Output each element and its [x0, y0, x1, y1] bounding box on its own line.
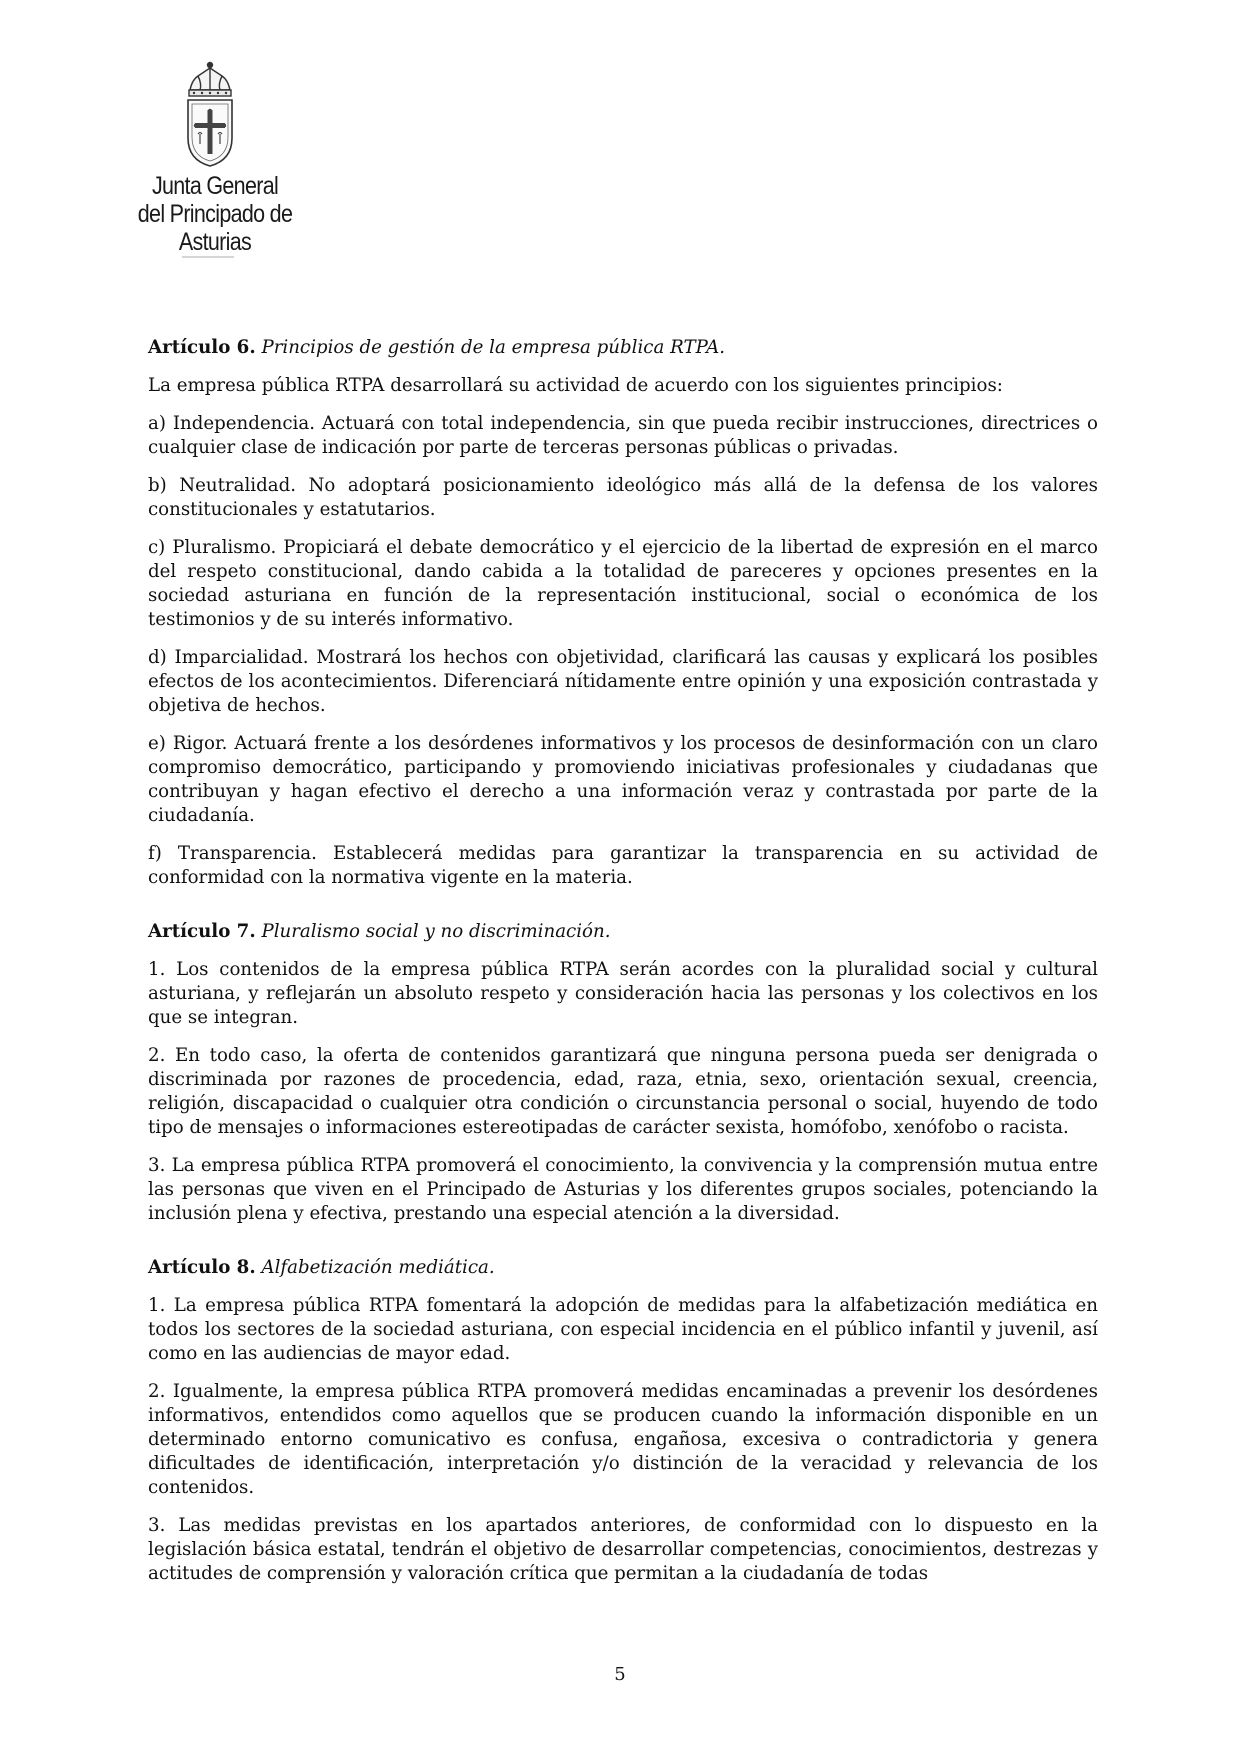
paragraph: 3. La empresa pública RTPA promoverá el conocimiento, la convivencia y la comprensión mutua entre las personas que viven en el Principado de Asturias y los diferentes grupos sociales, potenciando la inclusión plena y efectiva, prestando una especial atención a la diversidad. [148, 1155, 1098, 1224]
article-number: Artículo 8. [148, 1257, 256, 1278]
header-divider [182, 256, 234, 258]
article-spacer [148, 904, 1098, 920]
article-6 [148, 336, 1098, 890]
article-heading [148, 920, 1098, 944]
article-8 [148, 1256, 1098, 1586]
article-heading [148, 1256, 1098, 1280]
paragraph: 2. Igualmente, la empresa pública RTPA promoverá medidas encaminadas a prevenir los desórdenes informativos, entendidos como aquellos que se producen cuando la información disponible en un determinado entorno comunicativo es confusa, engañosa, excesiva o contradictoria y genera dificultades de identificación, interpretación y/o distinción de la veracidad y relevancia de los contenidos. [148, 1381, 1098, 1498]
paragraph: 1. La empresa pública RTPA fomentará la adopción de medidas para la alfabetización mediática en todos los sectores de la sociedad asturiana, con especial incidencia en el público infantil y juvenil, así como en las audiencias de mayor edad. [148, 1295, 1098, 1364]
paragraph: d) Imparcialidad. Mostrará los hechos con objetividad, clarificará las causas y explicará los posibles efectos de los acontecimientos. Diferenciará nítidamente entre opinión y una exposición contrastada y objetiva de hechos. [148, 647, 1098, 716]
paragraph: a) Independencia. Actuará con total independencia, sin que pueda recibir instrucciones, directrices o cualquier clase de indicación por parte de terceras personas públicas o privadas. [148, 413, 1098, 458]
institution-name-line2: del Principado de Asturias [137, 200, 293, 256]
institution-name-line1: Junta General [151, 172, 279, 200]
article-7 [148, 920, 1098, 1226]
paragraph: La empresa pública RTPA desarrollará su actividad de acuerdo con los siguientes principios: [148, 375, 1003, 396]
article-title: Alfabetización mediática. [261, 1257, 495, 1278]
asturias-crest-icon [180, 60, 240, 168]
article-number: Artículo 7. [148, 921, 256, 942]
article-number: Artículo 6. [148, 337, 256, 358]
paragraph: f) Transparencia. Establecerá medidas para garantizar la transparencia en su actividad de conformidad con la normativa vigente en la materia. [148, 843, 1098, 888]
page-header [85, 60, 345, 260]
paragraph: 2. En todo caso, la oferta de contenidos garantizará que ninguna persona pueda ser denigrada o discriminada por razones de procedencia, edad, raza, etnia, sexo, orientación sexual, creencia, religión, discapacidad o cualquier otra condición o circunstancia personal o social, huyendo de todo tipo de mensajes o informaciones estereotipadas de carácter sexista, homófobo, xenófobo o racista. [148, 1045, 1098, 1138]
article-heading [148, 336, 1098, 360]
paragraph: 3. Las medidas previstas en los apartados anteriores, de conformidad con lo dispuesto en la legislación básica estatal, tendrán el objetivo de desarrollar competencias, conocimientos, destrezas y actitudes de comprensión y valoración crítica que permitan a la ciudadanía de todas [148, 1515, 1098, 1584]
article-title: Principios de gestión de la empresa pública RTPA. [261, 337, 726, 358]
paragraph: 1. Los contenidos de la empresa pública RTPA serán acordes con la pluralidad social y cultural asturiana, y reflejarán un absoluto respeto y consideración hacia las personas y los colectivos en los que se integran. [148, 959, 1098, 1028]
article-spacer [148, 1240, 1098, 1256]
article-title: Pluralismo social y no discriminación. [261, 921, 611, 942]
document-body [148, 336, 1098, 1600]
paragraph: e) Rigor. Actuará frente a los desórdenes informativos y los procesos de desinformación con un claro compromiso democrático, participando y promoviendo iniciativas profesionales y ciudadanas que contribuyan y hagan efectivo el derecho a una información veraz y contrastada por parte de la ciudadanía. [148, 733, 1098, 826]
page-number: 5 [614, 1664, 626, 1685]
institution-name [85, 172, 345, 256]
paragraph: b) Neutralidad. No adoptará posicionamiento ideológico más allá de la defensa de los valores constitucionales y estatutarios. [148, 475, 1098, 520]
paragraph: c) Pluralismo. Propiciará el debate democrático y el ejercicio de la libertad de expresión en el marco del respeto constitucional, dando cabida a la totalidad de pareceres y opciones presentes en la sociedad asturiana en función de la representación institucional, social o económica de los testimonios y de su interés informativo. [148, 537, 1098, 630]
